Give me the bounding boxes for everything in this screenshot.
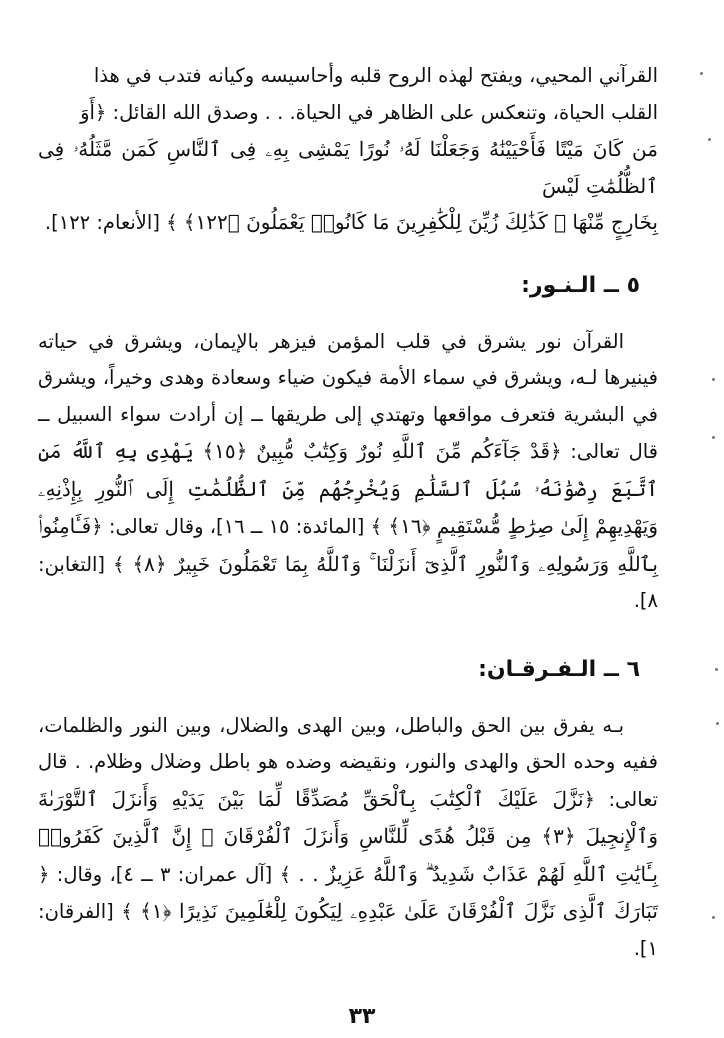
quran-verse: مَن كَانَ مَيْتًا فَأَحْيَيْنَٰهُ وَجَعَلْنَا لَهُۥ نُورًا يَمْشِى بِهِۦ فِى ٱلنَّاسِ كَمَن مَّثَلُهُۥ فِى ٱلظُّلُمَٰتِ لَيْسَ — [38, 137, 658, 198]
verse-reference: ﴾ [الفرقان: ١]. — [38, 900, 658, 960]
text-line: ويشرق في البشرية فتعرف مواقعها وتهتدي إلى طريقها ــ إن أرادت سواء — [38, 366, 658, 426]
margin-dot — [712, 436, 715, 439]
quran-verse: قَدْ جَآءَكُم مِّنَ ٱللَّهِ نُورٌ وَكِتَٰبٌ مُّبِينٌ ﴿١٥﴾ — [202, 439, 551, 463]
quran-verse: إِلَى ٱلنُّورِ بِإِذْنِهِۦ وَيَهْدِيهِمْ إِلَىٰ صِرَٰطٍ مُّسْتَقِيمٍ ﴿١٦﴾ — [38, 476, 659, 538]
verse-reference: ﴾ [المائدة: ١٥ ــ — [250, 515, 383, 538]
text-line: القرآن نور يشرق في قلب المؤمن فيزهر بالإيمان، ويشرق في حياته — [38, 329, 624, 353]
intro-paragraph — [38, 58, 658, 242]
quran-verse: يَهْدِى بِهِ ٱللَّهُ مَنِ ٱتَّبَعَ رِضْوَٰنَهُۥ سُبُلَ ٱلسَّلَٰمِ وَيُخْرِجُهُم مِّنَ ٱلظُّلُمَٰتِ — [38, 439, 658, 501]
text-line: القلب الحياة، وتنعكس على الظاهر في الحياة. . . وصدق الله القائل: ﴿أَوَ — [80, 100, 658, 124]
text-line: وضلال وظلام. . قال تعالى: ﴿ — [38, 750, 658, 811]
verse-reference: ﴾ [التغابن: ٨]. — [38, 552, 658, 612]
margin-dot — [715, 668, 718, 671]
quran-verse: عَبْدِهِۦ لِيَكُونَ لِلْعَٰلَمِينَ نَذِيرًا ﴿١﴾ — [140, 899, 397, 923]
furqan-paragraph — [38, 708, 658, 968]
quran-verse: تَبَارَكَ ٱلَّذِى نَزَّلَ ٱلْفُرْقَانَ عَلَىٰ — [404, 899, 658, 923]
margin-dot — [712, 378, 715, 381]
margin-dot — [708, 138, 711, 141]
section-heading-noor: ٥ ــ الـنـور: — [521, 272, 640, 298]
margin-dot — [700, 72, 703, 75]
page-number: ٣٣ — [348, 1004, 376, 1029]
text-line: بـه يفرق بين الحق والباطل، وبين الهدى والضلال، وبين النور — [131, 713, 625, 737]
verse-reference: ﴾ [آل عمران: ٣ ــ ٤]، وقال: ﴿ — [38, 862, 292, 886]
text-line: القرآني المحيي، ويفتح لهذه الروح قلبه وأحاسيسه وكيانه فتدب في هذا — [93, 64, 658, 87]
text-line: والظلمات، ففيه وحده الحق والهدى والنور، ونقيضه وضده هو باطل — [38, 713, 658, 773]
margin-dot — [716, 722, 719, 725]
text-line: السبيل ــ قال تعالى: ﴿ — [38, 402, 658, 463]
quran-verse: شَدِيدٌ ۗ وَٱللَّهُ عَزِيزٌ . . — [298, 861, 475, 886]
page-body — [38, 58, 658, 1018]
quran-verse: فَـَٔامِنُوا۟ بِٱللَّهِ وَرَسُولِهِۦ وَٱلنُّورِ ٱلَّذِىٓ أَنزَلْنَا ۚ وَٱللَّهُ بِمَا تَعْمَلُونَ خَبِيرٌ ﴿٨﴾ — [38, 514, 658, 576]
section-heading-furqan: ٦ ــ الـفـرقـان: — [478, 656, 640, 682]
text-line: ١٦]، وقال تعالى: ﴿ — [91, 515, 245, 538]
quran-verse: ٱلتَّوْرَىٰةَ وَٱلْإِنجِيلَ ﴿٣﴾ مِن قَبْلُ هُدًى لِّلنَّاسِ وَأَنزَلَ ٱلْفُرْقَانَ ۗ إِنَّ ٱلَّذِينَ كَفَرُوا۟ بِـَٔايَٰتِ ٱللَّهِ لَهُمْ عَذَابٌ — [38, 786, 658, 886]
text-line: فينيرها لـه، ويشرق في سماء الأمة فيكون ضياء وسعادة وهدى وخيراً، — [102, 366, 658, 389]
quran-verse: نَزَّلَ عَلَيْكَ ٱلْكِتَٰبَ بِٱلْحَقِّ مُصَدِّقًا لِّمَا بَيْنَ يَدَيْهِ وَأَنزَلَ — [111, 786, 584, 811]
margin-dot — [712, 916, 715, 919]
noor-paragraph — [38, 324, 658, 620]
quran-verse: بِخَارِجٍ مِّنْهَا ۚ كَذَٰلِكَ زُيِّنَ لِلْكَٰفِرِينَ مَا كَانُوا۟ يَعْمَلُونَ ﴿١٢٢﴾ — [183, 210, 658, 234]
verse-reference: ﴾ [الأنعام: ١٢٢]. — [44, 211, 178, 234]
